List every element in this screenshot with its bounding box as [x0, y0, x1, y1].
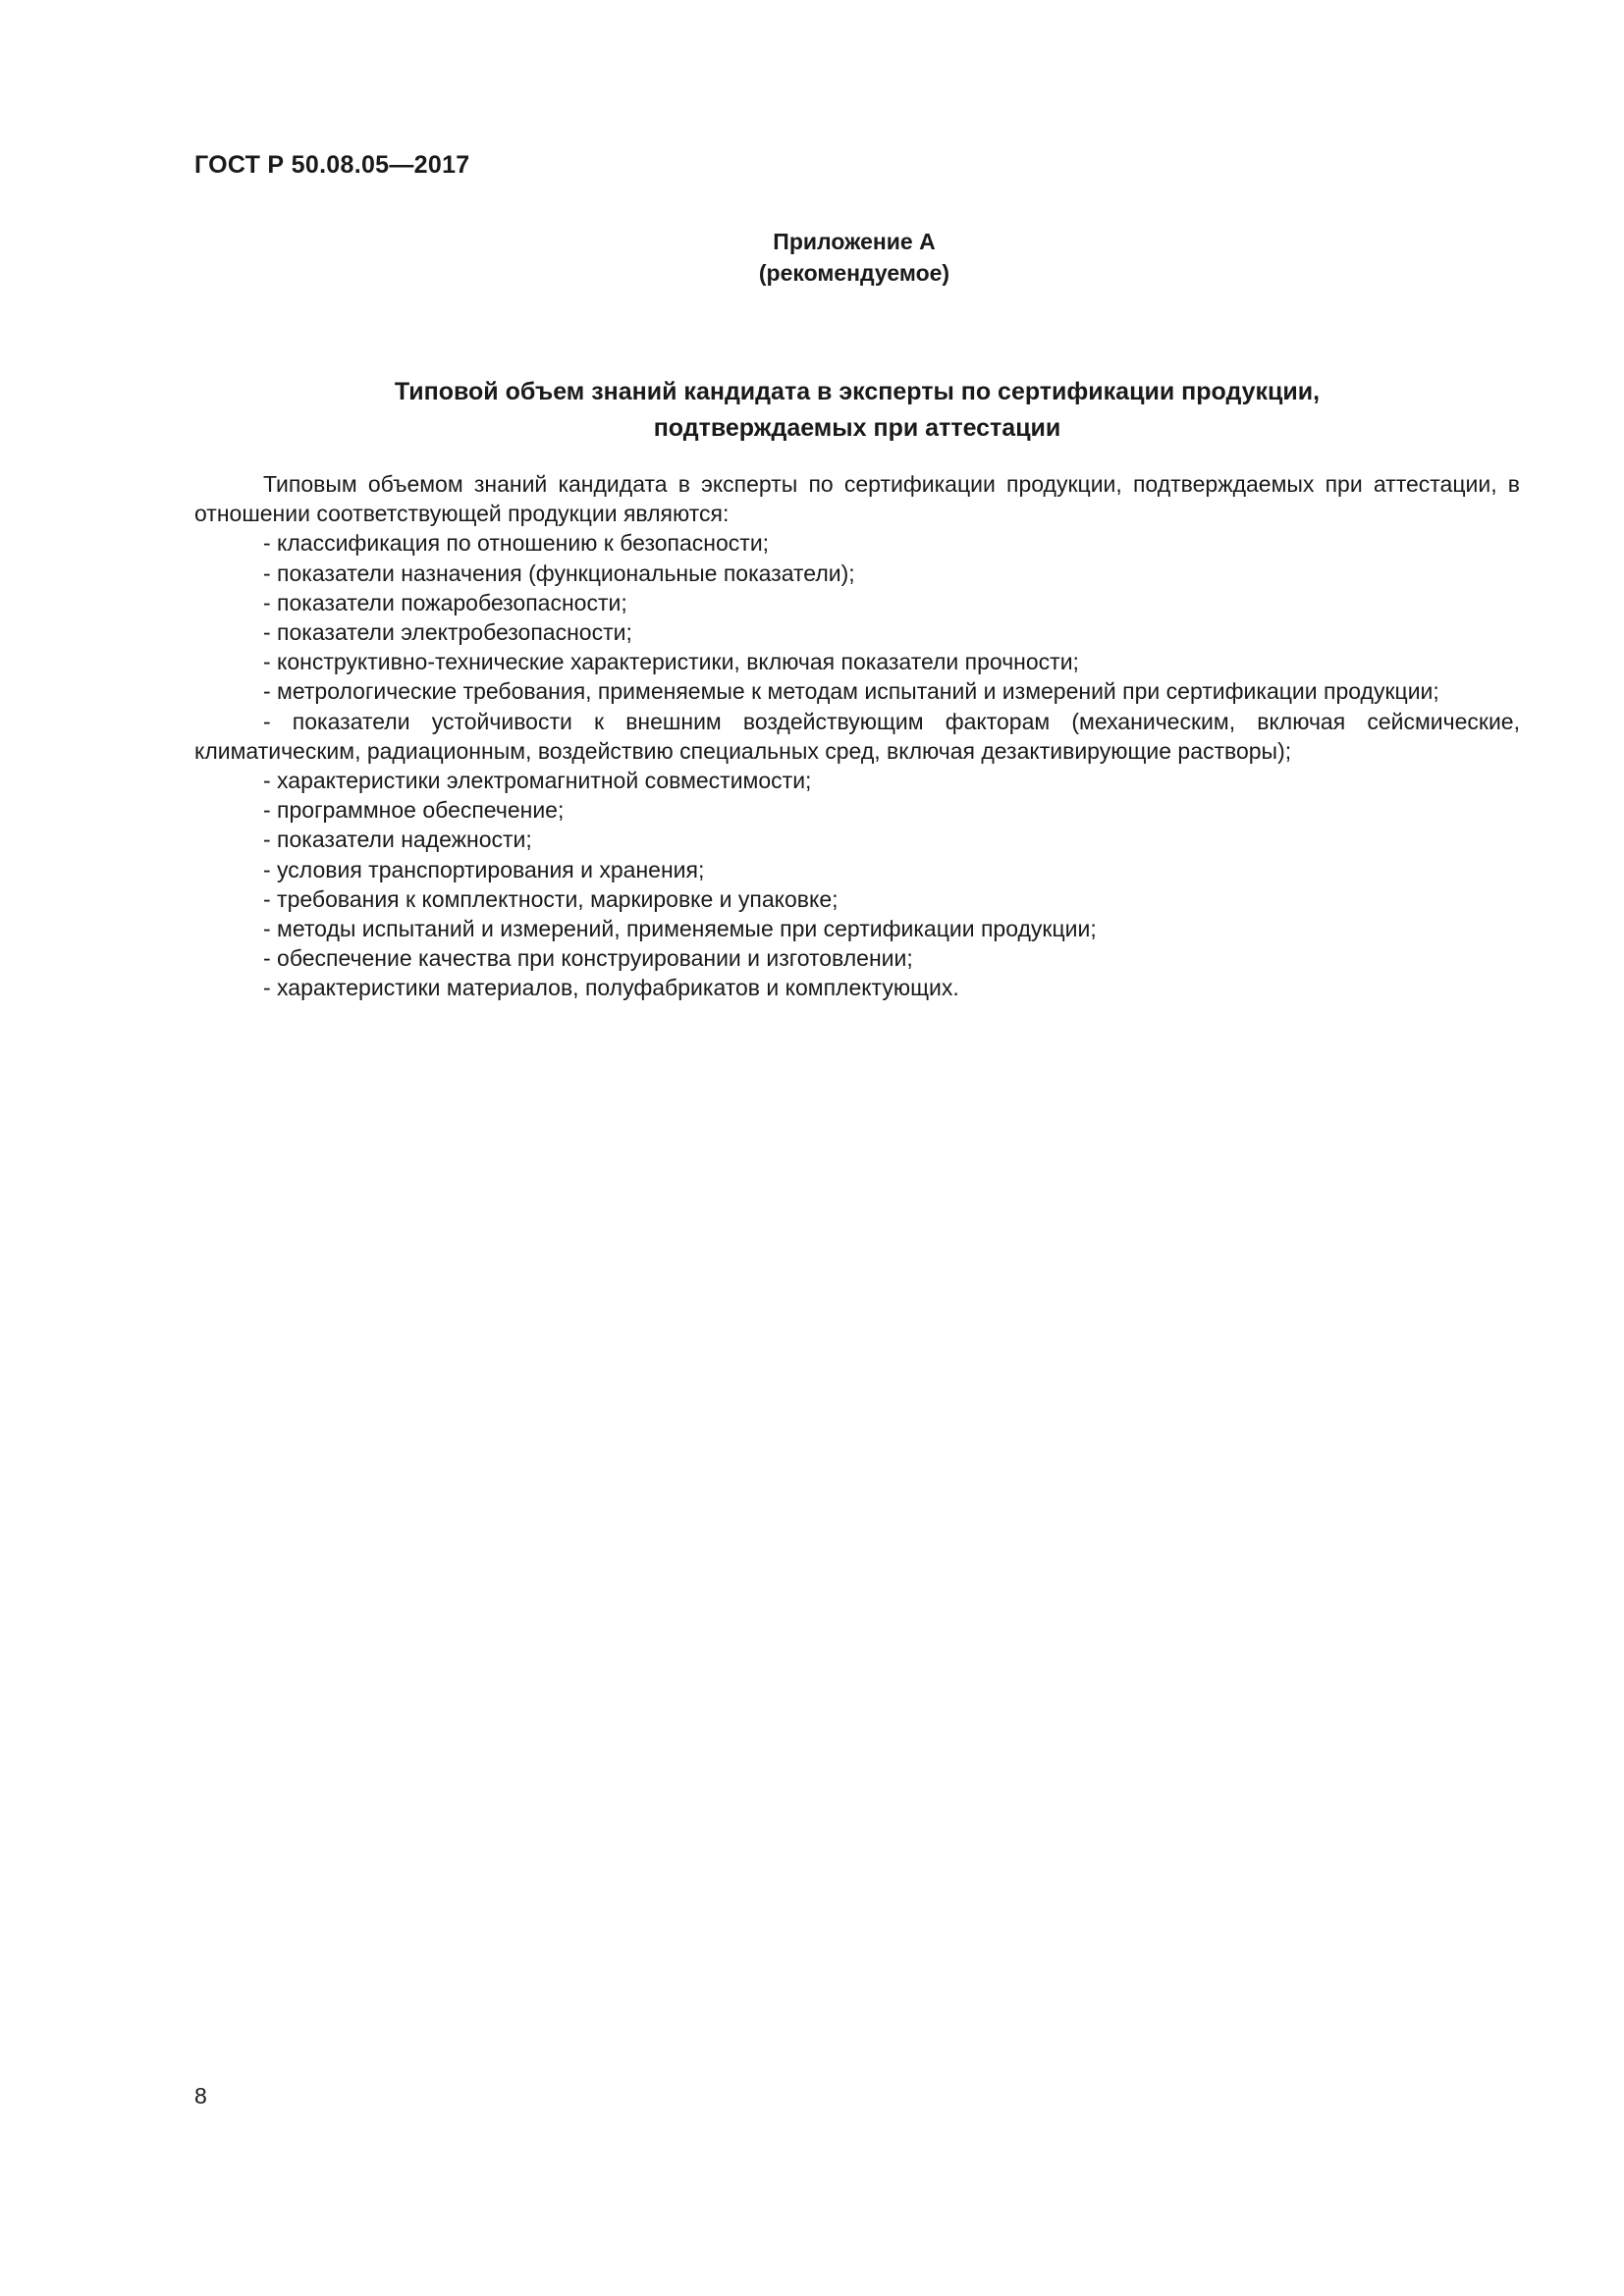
intro-paragraph: Типовым объемом знаний кандидата в эксперты по сертификации продукции, подтверждаемых при аттестации, в отношении соответствующей продукции являются:	[194, 471, 1520, 527]
annex-heading	[0, 226, 1624, 289]
list-item: - характеристики материалов, полуфабрикатов и комплектующих.	[263, 975, 959, 1001]
list-item: - показатели устойчивости к внешним воздействующим факторам (механическим, включая сейсмические, климатическим, радиационным, воздействию специальных сред, включая дезактивирующие растворы);	[194, 708, 1520, 764]
document-code-header: ГОСТ Р 50.08.05—2017	[194, 151, 470, 179]
list-item: - требования к комплектности, маркировке и упаковке;	[263, 885, 839, 912]
list-item: - показатели надежности;	[263, 827, 532, 853]
annex-title-line-1: Типовой объем знаний кандидата в эксперты по сертификации продукции,	[394, 378, 1321, 405]
list-item: - обеспечение качества при конструировании и изготовлении;	[263, 945, 913, 972]
list-item: - методы испытаний и измерений, применяемые при сертификации продукции;	[263, 916, 1097, 942]
list-item: - показатели назначения (функциональные показатели);	[263, 560, 855, 586]
list-item: - классификация по отношению к безопасности;	[263, 530, 770, 557]
annex-label: Приложение А	[773, 229, 936, 254]
annex-status: (рекомендуемое)	[758, 260, 950, 286]
list-item: - программное обеспечение;	[263, 797, 565, 824]
annex-title-line-2: подтверждаемых при аттестации	[653, 414, 1061, 442]
annex-body	[194, 469, 1520, 1003]
list-item: - показатели пожаробезопасности;	[263, 589, 627, 615]
list-item: - метрологические требования, применяемые к методам испытаний и измерений при сертификации продукции;	[263, 678, 1439, 705]
list-item: - условия транспортирования и хранения;	[263, 856, 705, 882]
annex-title	[194, 374, 1520, 447]
list-item: - показатели электробезопасности;	[263, 619, 632, 646]
page-number: 8	[194, 2083, 207, 2109]
knowledge-list	[194, 528, 1520, 1002]
list-item: - характеристики электромагнитной совместимости;	[263, 768, 812, 794]
list-item: - конструктивно-технические характеристики, включая показатели прочности;	[263, 649, 1079, 675]
